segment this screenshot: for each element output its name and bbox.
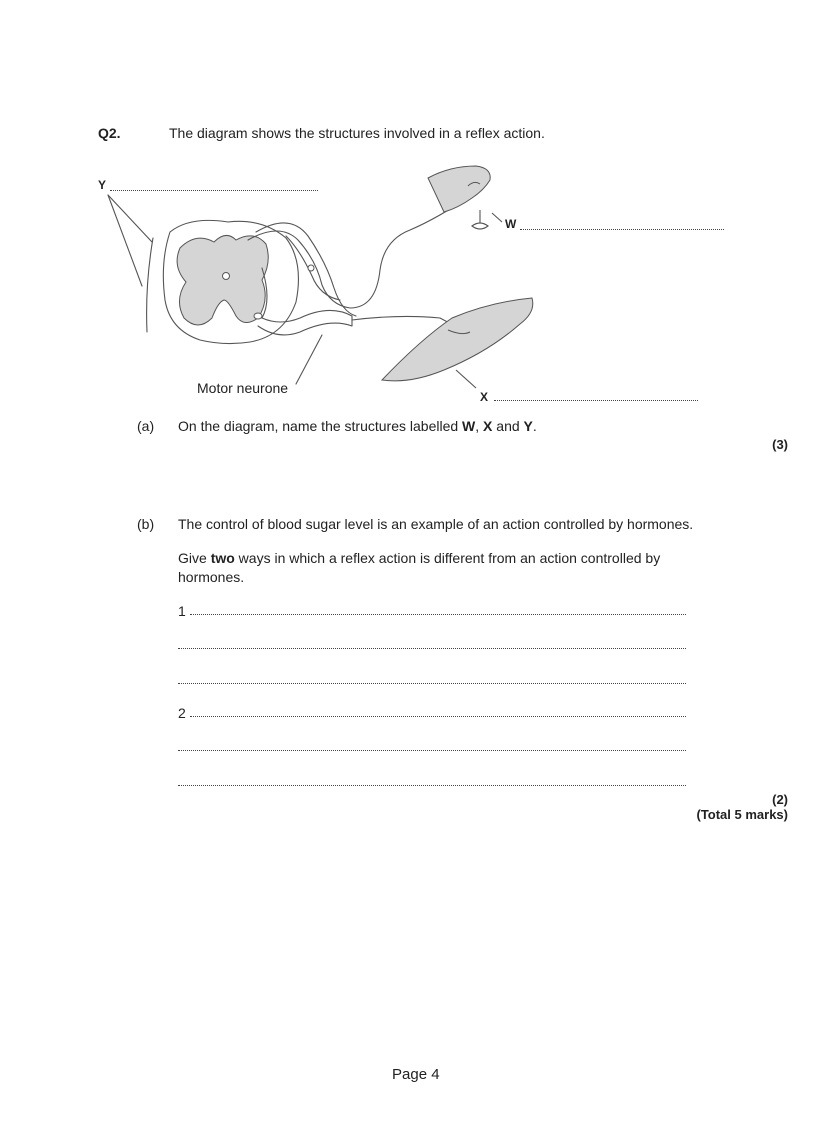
answer-line-x[interactable] <box>494 400 698 401</box>
answer-2-number: 2 <box>178 705 186 721</box>
answer-1-number: 1 <box>178 603 186 619</box>
x-pointer <box>456 370 476 388</box>
pin <box>472 210 488 229</box>
motor-cell-body <box>254 313 262 319</box>
y-pointer-line-2 <box>108 195 152 242</box>
part-a-letter: (a) <box>137 418 155 434</box>
spinal-cord-bracket <box>147 238 153 332</box>
part-a-marks: (3) <box>772 437 788 452</box>
label-motor-neurone: Motor neurone <box>197 380 289 396</box>
part-a-instruction: On the diagram, name the structures labelled W, X and Y. <box>178 418 537 434</box>
y-pointer-line <box>108 195 142 286</box>
muscle <box>382 298 533 381</box>
central-canal <box>223 273 230 280</box>
motor-neurone-pointer <box>296 335 322 384</box>
ganglion-cell <box>308 265 314 271</box>
answer-2-line-3[interactable] <box>178 785 686 786</box>
part-b-instruction: Give two ways in which a reflex action is different from an action controlled by <box>178 550 661 566</box>
answer-1-line-3[interactable] <box>178 683 686 684</box>
answer-1-line-2[interactable] <box>178 648 686 649</box>
label-w: W <box>505 217 517 231</box>
answer-1-line-1[interactable] <box>190 614 686 615</box>
label-y: Y <box>98 178 107 192</box>
label-x: X <box>480 390 489 404</box>
page-number: Page 4 <box>392 1066 440 1083</box>
finger <box>428 166 490 212</box>
answer-line-w[interactable] <box>520 229 724 230</box>
total-marks: (Total 5 marks) <box>696 807 788 822</box>
w-pointer <box>492 213 502 222</box>
reflex-arc-diagram <box>0 0 828 420</box>
part-b-letter: (b) <box>137 516 155 532</box>
answer-2-line-2[interactable] <box>178 750 686 751</box>
question-number: Q2. <box>98 125 121 141</box>
part-b-statement: The control of blood sugar level is an example of an action controlled by hormones. <box>178 516 694 532</box>
part-b-instruction-line2: hormones. <box>178 569 245 585</box>
answer-2-line-1[interactable] <box>190 716 686 717</box>
answer-line-y[interactable] <box>110 190 318 191</box>
part-b-marks: (2) <box>772 792 788 807</box>
question-intro: The diagram shows the structures involved in a reflex action. <box>169 125 545 141</box>
